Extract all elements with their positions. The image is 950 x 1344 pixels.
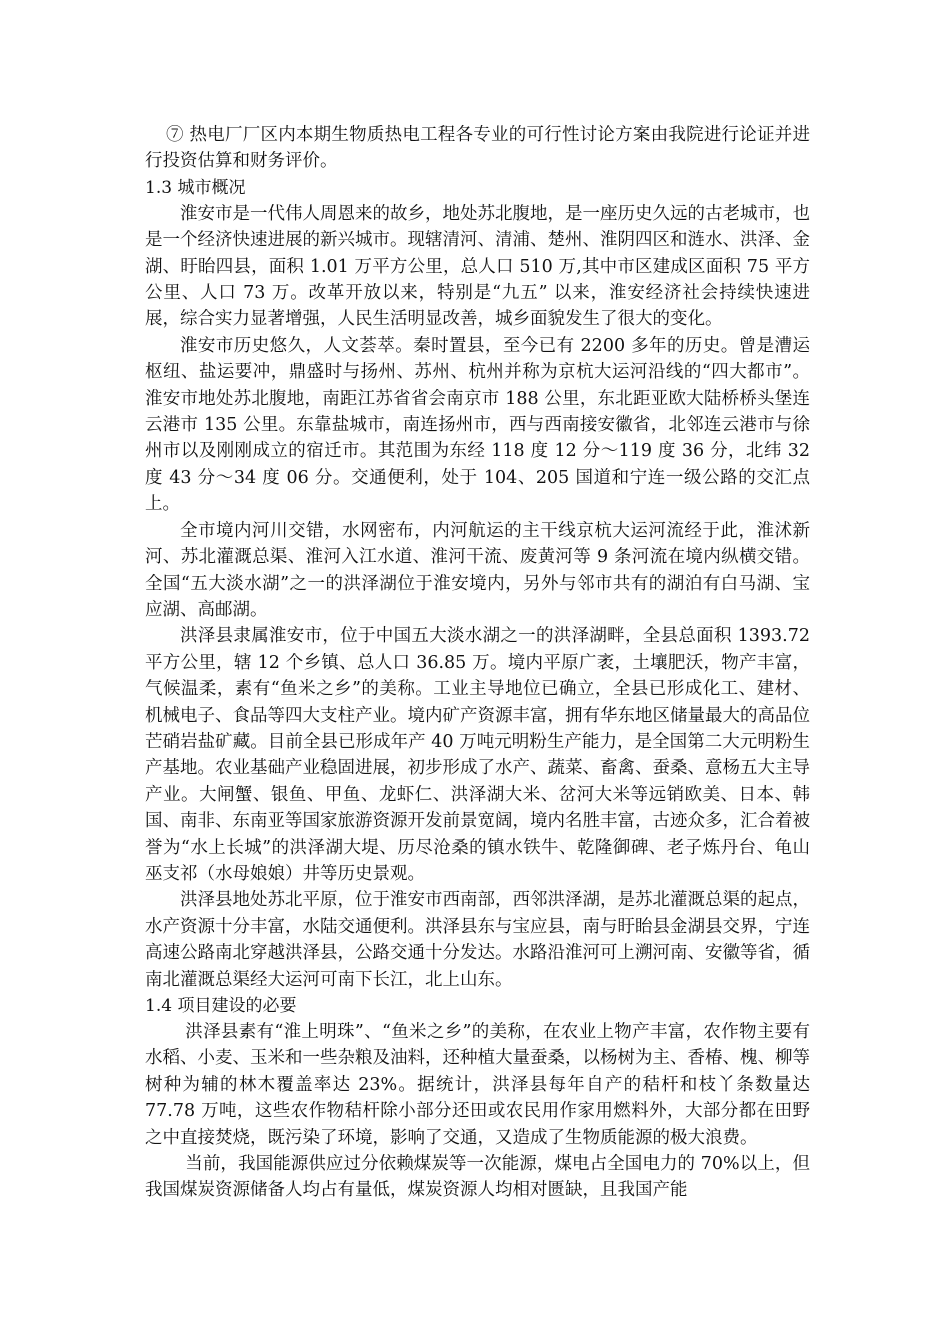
section-heading-city-overview: 1.3 城市概况 (145, 177, 246, 198)
paragraph: 洪泽县素有“淮上明珠”、“鱼米之乡”的美称，在农业上物产丰富，农作物主要有水稻、小麦、玉米和一些杂粮及油料，还种植大量蚕桑，以杨树为主、香椿、槐、柳等树种为辅的林木覆盖率达 23%。据统计，洪泽县每年自产的秸杆和枝丫条数量达 77.78 万吨，这些农作物秸杆除小部分还田或农民用作家用燃料外，大部分都在田野之中直接焚烧，既污染了环境，影响了交通，又造成了生物质能源的极大浪费。 (145, 1022, 810, 1148)
paragraph: 全市境内河川交错，水网密布，内河航运的主干线京杭大运河流经于此，淮沭新河、苏北灌溉总渠、淮河入江水道、淮河干流、废黄河等 9 条河流在境内纵横交错。全国“五大淡水湖”之一的洪泽湖位于淮安境内，另外与邻市共有的湖泊有白马湖、宝应湖、高邮湖。 (145, 520, 810, 620)
intro-item-paragraph: ⑦ 热电厂厂区内本期生物质热电工程各专业的可行性讨论方案由我院进行论证并进行投资估算和财务评价。 (145, 125, 810, 172)
paragraph: 洪泽县地处苏北平原，位于淮安市西南部，西邻洪泽湖，是苏北灌溉总渠的起点，水产资源十分丰富，水陆交通便利。洪泽县东与宝应县，南与盱眙县金湖县交界，宁连高速公路南北穿越洪泽县，公路交通十分发达。水路沿淮河可上溯河南、安徽等省，循南北灌溉总渠经大运河可南下长江，北上山东。 (145, 890, 810, 990)
paragraph: 当前，我国能源供应过分依赖煤炭等一次能源，煤电占全国电力的 70%以上，但我国煤炭资源储备人均占有量低，煤炭资源人均相对匮缺，且我国产能 (145, 1154, 810, 1201)
document-page (145, 122, 810, 1204)
section-heading-project-necessity: 1.4 项目建设的必要 (145, 996, 297, 1016)
paragraph: 淮安市历史悠久，人文荟萃。秦时置县，至今已有 2200 多年的历史。曾是漕运枢纽、盐运要冲，鼎盛时与扬州、苏州、杭州并称为京杭大运河沿线的“四大都市”。淮安市地处苏北腹地，南距江苏省省会南京市 188 公里，东北距亚欧大陆桥桥头堡连云港市 135 公里。东靠盐城市，南连扬州市，西与西南接安徽省，北邻连云港市与徐州市以及刚刚成立的宿迁市。其范围为东经 118 度 12 分～119 度 36 分，北纬 32 度 43 分～34 度 06 分。交通便利，处于 104、205 国道和宁连一级公路的交汇点上。 (145, 335, 810, 515)
paragraph: 洪泽县隶属淮安市，位于中国五大淡水湖之一的洪泽湖畔，全县总面积 1393.72 平方公里，辖 12 个乡镇、总人口 36.85 万。境内平原广袤，土壤肥沃，物产丰富，气候温柔，素有“鱼米之乡”的美称。工业主导地位已确立，全县已形成化工、建材、机械电子、食品等四大支柱产业。境内矿产资源丰富，拥有华东地区储量最大的高品位芒硝岩盐矿藏。目前全县已形成年产 40 万吨元明粉生产能力，是全国第二大元明粉生产基地。农业基础产业稳固进展，初步形成了水产、蔬菜、畜禽、蚕桑、意杨五大主导产业。大闸蟹、银鱼、甲鱼、龙虾仁、洪泽湖大米、岔河大米等远销欧美、日本、韩国、南非、东南亚等国家旅游资源开发前景宽阔，境内名胜丰富，古迹众多，汇合着被誉为“水上长城”的洪泽湖大堤、历尽沧桑的镇水铁牛、乾隆御碑、老子炼丹台、龟山巫支祁（水母娘娘）井等历史景观。 (145, 626, 810, 884)
paragraph: 淮安市是一代伟人周恩来的故乡，地处苏北腹地，是一座历史久远的古老城市，也是一个经济快速进展的新兴城市。现辖清河、清浦、楚州、淮阴四区和涟水、洪泽、金湖、盱眙四县，面积 1.01 万平方公里，总人口 510 万,其中市区建成区面积 75 平方公里、人口 73 万。改革开放以来，特别是“九五” 以来，淮安经济社会持续快速进展，综合实力显著增强，人民生活明显改善，城乡面貌发生了很大的变化。 (145, 203, 810, 330)
